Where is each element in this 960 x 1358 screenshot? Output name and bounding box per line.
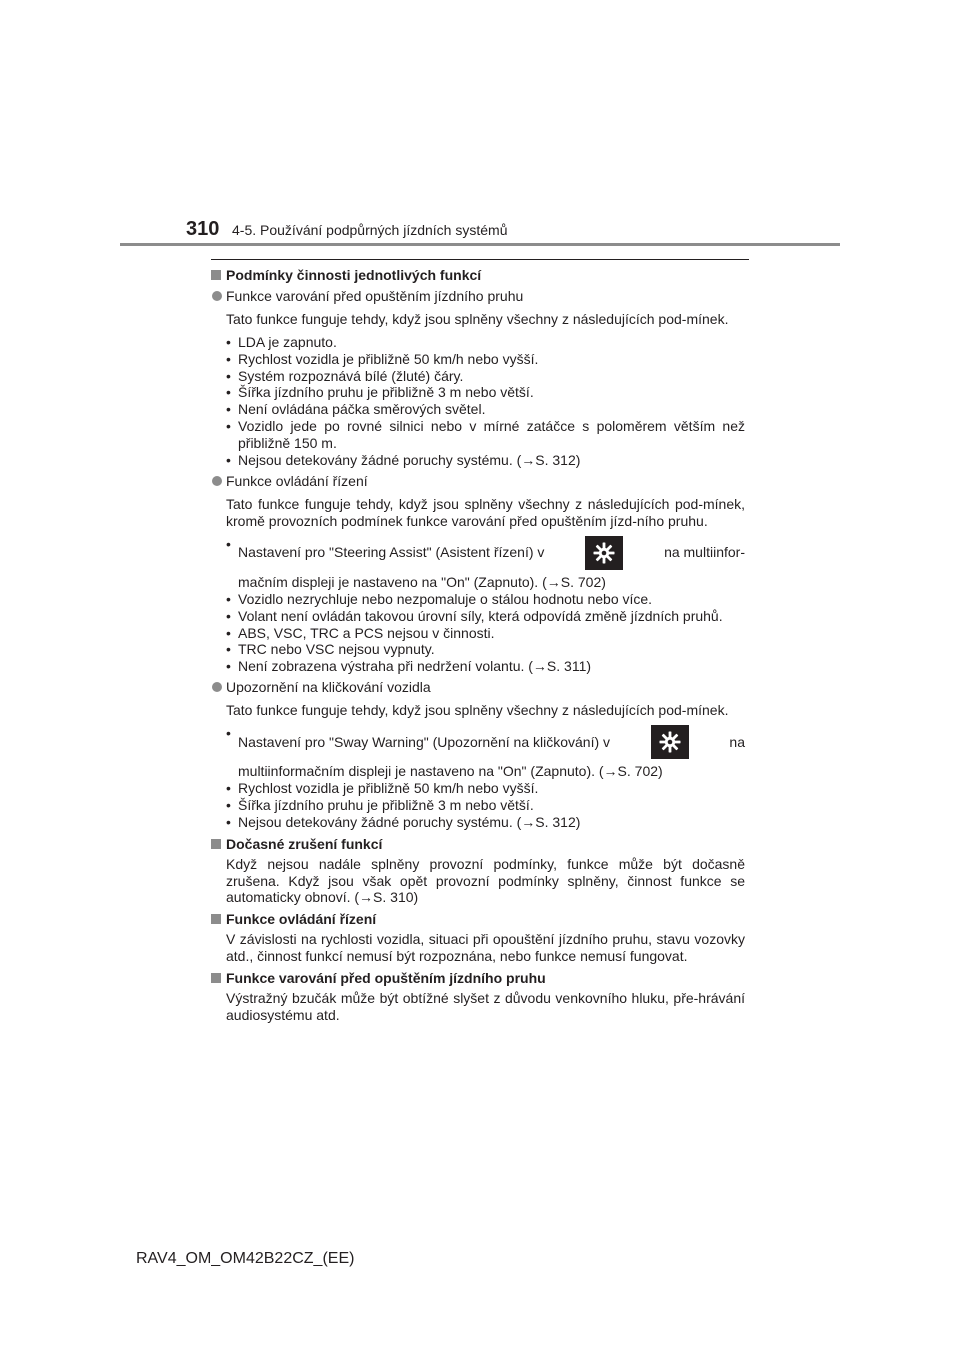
list-item: • Vozidlo jede po rovné silnici nebo v mírné zatáčce s poloměrem větším než přibližně 150 m. xyxy=(226,418,745,452)
paragraph: Tato funkce funguje tehdy, když jsou splněny všechny z následujících pod-mínek, kromě provozních podmínek funkce varování před opuštěním jízd-ního pruhu. xyxy=(226,495,745,529)
paragraph: Když nejsou nadále splněny provozní podmínky, funkce může být dočasně zrušena. Když jsou však opět provozní podmínky splněny, činnost funkce se automaticky obnoví. (→S. 310) xyxy=(226,855,745,906)
list-item: • Nejsou detekovány žádné poruchy systému. (→S. 312) xyxy=(226,813,581,830)
header-rule xyxy=(120,243,840,246)
section-title: Dočasné zrušení funkcí xyxy=(226,835,383,852)
subsection-heading-lda xyxy=(211,288,745,305)
circle-bullet-icon xyxy=(212,476,222,486)
square-bullet-icon xyxy=(211,839,221,849)
section-title: Funkce varování před opuštěním jízdního pruhu xyxy=(226,970,546,987)
section-heading-lane-departure-warning xyxy=(211,970,745,987)
list-item: • Nejsou detekovány žádné poruchy systému. (→S. 312) xyxy=(226,452,581,469)
document-code: RAV4_OM_OM42B22CZ_(EE) xyxy=(136,1250,355,1267)
circle-bullet-icon xyxy=(212,291,222,301)
gear-icon xyxy=(651,725,689,759)
section-title: Podmínky činnosti jednotlivých funkcí xyxy=(226,267,482,283)
list-item: • Volant není ovládán takovou úrovní síly, která odpovídá změně jízdních pruhů. xyxy=(226,607,723,624)
paragraph: V závislosti na rychlosti vozidla, situaci při opouštění jízdního pruhu, stavu vozovky atd., činnost funkcí nemusí být rozpoznána, nebo funkce nemusí fungovat. xyxy=(226,931,745,965)
section-heading-steering-control xyxy=(211,911,745,928)
list-item: • Systém rozpoznává bílé (žluté) čáry. xyxy=(226,367,464,384)
condition-list xyxy=(226,334,745,469)
subsection-heading-steering xyxy=(211,473,745,490)
paragraph: Tato funkce funguje tehdy, když jsou splněny všechny z následujících pod-mínek. xyxy=(226,310,729,327)
list-item: • Není ovládána páčka směrových světel. xyxy=(226,401,486,418)
list-item: • ABS, VSC, TRC a PCS nejsou v činnosti. xyxy=(226,624,495,641)
list-item: • TRC nebo VSC nejsou vypnuty. xyxy=(226,641,435,658)
list-item: • LDA je zapnuto. xyxy=(226,333,337,350)
square-bullet-icon xyxy=(211,914,221,924)
section-title: Funkce ovládání řízení xyxy=(226,911,377,928)
paragraph: Výstražný bzučák může být obtížné slyšet z důvodu venkovního hluku, pře-hrávání audiosystému atd. xyxy=(226,990,745,1023)
subsection-title: Upozornění na kličkování vozidla xyxy=(226,679,431,696)
subsection-title: Funkce ovládání řízení xyxy=(226,472,368,489)
list-item: • Rychlost vozidla je přibližně 50 km/h nebo vyšší. xyxy=(226,780,539,797)
section-heading-temporary-cancel xyxy=(211,836,745,853)
list-item: • Nastavení pro "Steering Assist" (Asistent řízení) v na multiinfor- mačním displeji je nastaveno na "On" (Zapnuto). (→S. 702) xyxy=(226,535,745,590)
page-number: 310 xyxy=(186,218,220,240)
list-item: • Šířka jízdního pruhu je přibližně 3 m nebo větší. xyxy=(226,384,534,401)
list-item: • Nastavení pro "Sway Warning" (Upozornění na kličkování) v na multiinformačním displeji je nastaveno na "On" (Zapnuto). (→S. 702) xyxy=(226,725,745,780)
list-item: • Rychlost vozidla je přibližně 50 km/h nebo vyšší. xyxy=(226,350,539,367)
list-item: • Není zobrazena výstraha při nedržení volantu. (→S. 311) xyxy=(226,658,592,675)
section-rule xyxy=(211,259,749,260)
square-bullet-icon xyxy=(211,270,221,280)
page-content xyxy=(211,265,745,1024)
condition-list xyxy=(226,725,745,831)
list-item: • Šířka jízdního pruhu je přibližně 3 m nebo větší. xyxy=(226,796,534,813)
section-heading-conditions xyxy=(211,267,745,284)
subsection-title: Funkce varování před opuštěním jízdního pruhu xyxy=(226,287,524,304)
list-item: • Vozidlo nezrychluje nebo nezpomaluje o stálou hodnotu nebo více. xyxy=(226,590,653,607)
paragraph: Tato funkce funguje tehdy, když jsou splněny všechny z následujících pod-mínek. xyxy=(226,702,729,719)
gear-icon xyxy=(585,536,623,570)
square-bullet-icon xyxy=(211,973,221,983)
chapter-title: 4-5. Používání podpůrných jízdních systémů xyxy=(232,222,508,238)
condition-list xyxy=(226,536,745,676)
circle-bullet-icon xyxy=(212,682,222,692)
subsection-heading-sway xyxy=(211,679,745,696)
